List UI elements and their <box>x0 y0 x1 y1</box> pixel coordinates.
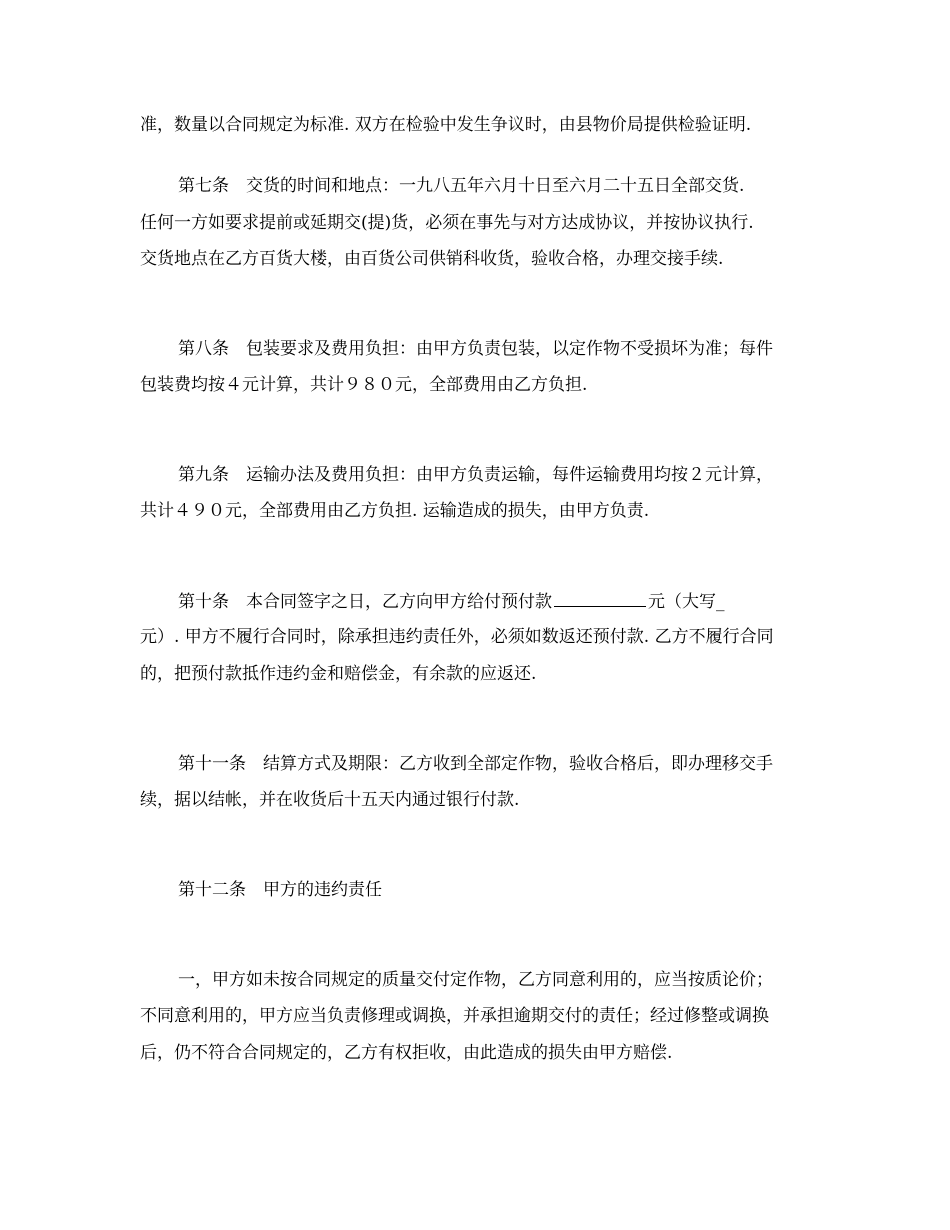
text-line: 不同意利用的，甲方应当负责修理或调换，并承担逾期交付的责任；经过修整或调换 <box>140 1006 769 1026</box>
article-10-heading-line <box>178 588 820 614</box>
article-12-heading-line: 第十二条 甲方的违约责任 <box>178 880 382 900</box>
article-8-heading-line: 第八条 包装要求及费用负担：由甲方负责包装，以定作物不受损坏为准；每件 <box>178 339 773 359</box>
text-line: 续，据以结帐，并在收货后十五天内通过银行付款. <box>140 790 520 810</box>
article-9-heading-line: 第九条 运输办法及费用负担：由甲方负责运输，每件运输费用均按２元计算， <box>178 465 773 485</box>
article-10-text-cont: 元（大写_ <box>648 592 725 612</box>
text-line: 包装费均按４元计算，共计９８０元，全部费用由乙方负担. <box>140 375 588 395</box>
clause-1-line: 一，甲方如未按合同规定的质量交付定作物，乙方同意利用的，应当按质论价； <box>178 970 773 990</box>
text-line: 共计４９０元，全部费用由乙方负担. 运输造成的损失，由甲方负责. <box>140 501 650 521</box>
text-line: 后，仍不符合合同规定的，乙方有权拒收，由此造成的损失由甲方赔偿. <box>140 1043 673 1063</box>
text-line: 交货地点在乙方百货大楼，由百货公司供销科收货，验收合格，办理交接手续. <box>140 249 724 269</box>
prepayment-blank <box>554 588 646 607</box>
article-10-text: 第十条 本合同签字之日，乙方向甲方给付预付款 <box>178 592 552 612</box>
text-line: 准，数量以合同规定为标准. 双方在检验中发生争议时，由县物价局提供检验证明. <box>140 115 752 135</box>
text-line: 的，把预付款抵作违约金和赔偿金，有余款的应返还. <box>140 664 537 684</box>
article-7-heading-line: 第七条 交货的时间和地点：一九八五年六月十日至六月二十五日全部交货. <box>178 176 745 196</box>
text-line: 元）. 甲方不履行合同时，除承担违约责任外，必须如数返还预付款. 乙方不履行合同 <box>140 627 774 647</box>
article-11-heading-line: 第十一条 结算方式及期限：乙方收到全部定作物，验收合格后，即办理移交手 <box>178 754 773 774</box>
text-line: 任何一方如要求提前或延期交(提)货，必须在事先与对方达成协议，并按协议执行. <box>140 213 754 233</box>
